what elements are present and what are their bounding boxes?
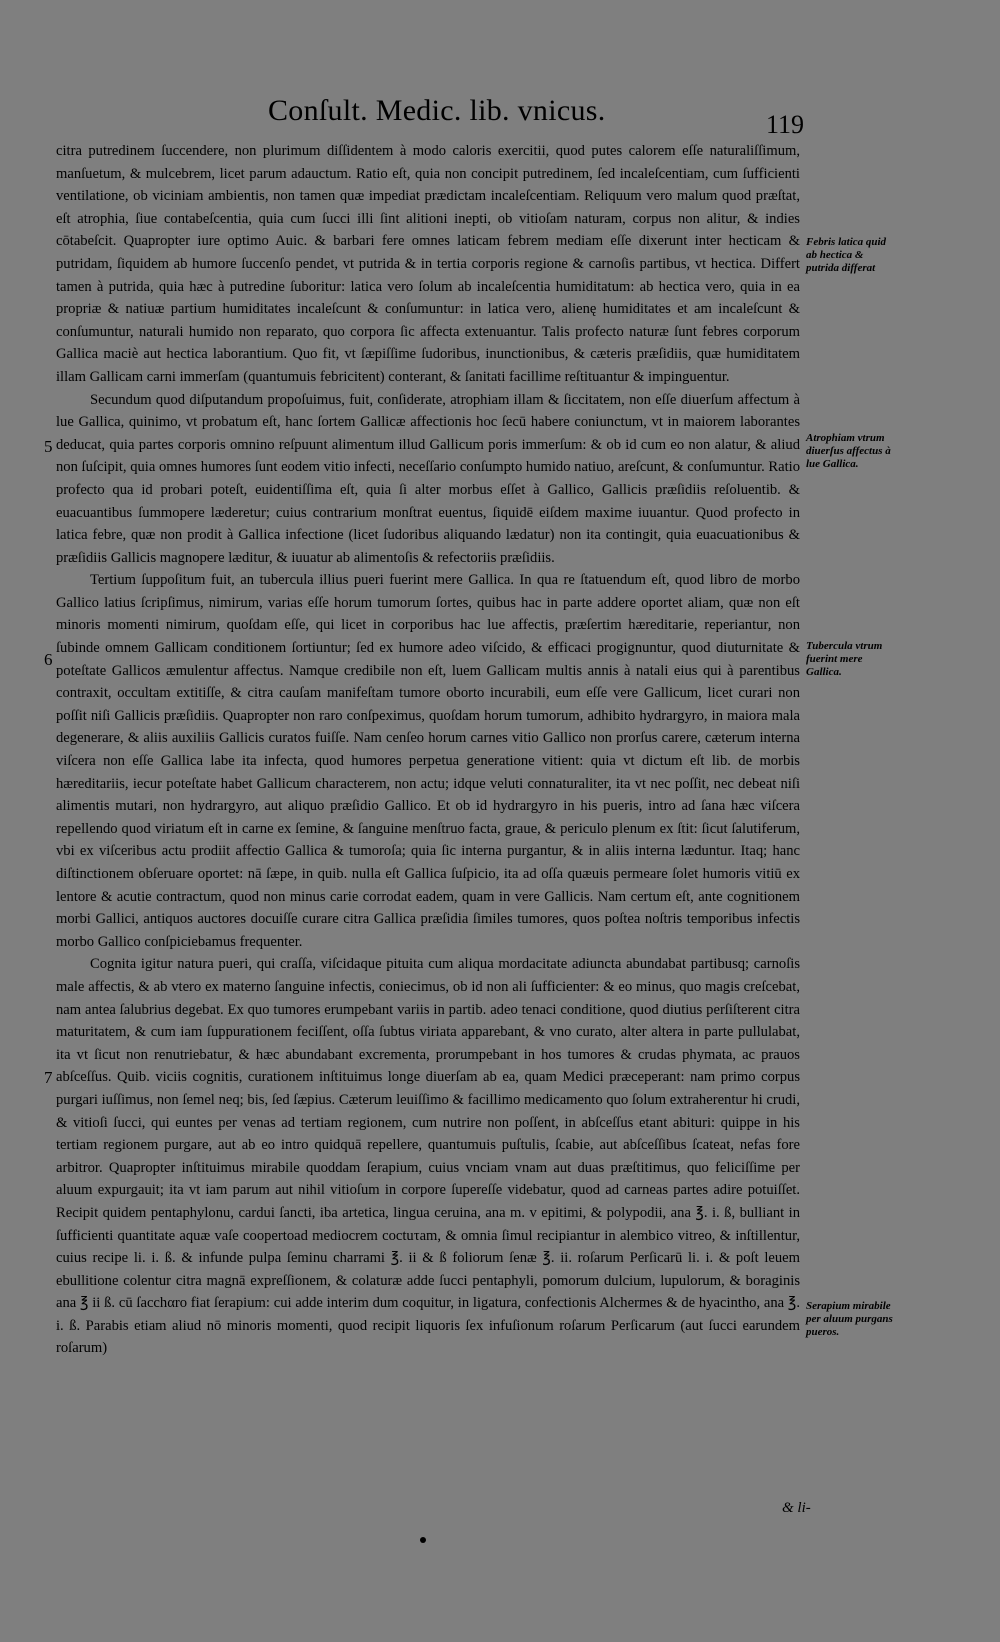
paragraph: Cognita igitur natura pueri, qui craſſa, viſcidaque pituita cum aliqua mordacitate adiuncta abundabat partibusq; carnoſis male affectis, & ab vtero ex materno ſanguine infectis, coniecimus, ob id non ali ſufficienter: & eo minus, quo magis creſcebat, nam antea ſalubrius degebat. Ex quo tumores erumpebant variis in partib. adeo tenaci conditione, quod diutius perſiſterent citra maturitatem, & cum iam ſuppurationem feciſſent, oſſa ſubtus viriata apparebant, & vno curato, alter altera in parte pullulabat, ita vt ſicut non renutriebatur, & hæc abundabant excrementa, prorumpebant in hos tumores & crudas phymata, ac prauos abſceſſus. Quib. viciis cognitis, curationem inſtituimus longe diuerſam ab ea, quam Medici præceperant: nam primo corpus purgari iuſſimus, non ſemel neq; bis, ſed ſæpius. Cæterum leuiſſimo & facillimo medicamento quo ſolum extraherentur hi crudi, & vitioſi ſucci, qui euntes per venas ad tertiam regionem, cum nutrire non poſſent, in abſceſſus etant abituri: quippe in his tertiam regionem purgare, aut ab eo intro quidquā repellere, quantumuis puſtulis, ſcabie, aut abſceſſibus ſcateat, nefas fore arbitror. Quapropter inſtituimus mirabile quoddam ſerapium, cuius vnciam vnam aut duas præſtitimus, quo feliciſſime per aluum expurgauit; ita vt iam parum aut nihil vitioſum in corpore ſupereſſe videbatur, quod ad carneas partes adire potuiſſet. Recipit quidem pentaphylonu, cardui ſancti, iba artetica, lingua ceruina, ana m. v epitimi, & polypodii, ana ℥. i. ß, bulliant in ſufficienti quantitate aquæ vaſe coopertoad mediocrem coctuτam, & omnia ſimul recipiantur in alembico vitreo, & inſtillentur, cuius recipe li. i. ß. & infunde pulpa ſeminu charrami ℥. ii & ß foliorum ſenæ ℥. ii. roſarum Perſicarū li. i. & poſt leuem ebullitione colentur citra magnā expreſſionem, & colaturæ adde ſucci pentaphyli, pomorum dulcium, lupulorum, & boraginis ana ℥ ii ß. cū ſacchαro fiat ſerapium: cui adde interim dum coquitur, in ligatura, confectionis Alchermes & de hyacintho, ana ℥. i. ß. Parabis etiam aliud nō minoris momenti, quod recipit liquoris ſex infuſionum roſarum Perſicarum (aut ſucci earundem roſarum): [56, 956, 800, 1357]
section-number: 7: [44, 1068, 53, 1087]
page-number: 119: [765, 110, 804, 139]
paragraph: Secundum quod diſputandum propoſuimus, fuit, conſiderate, atrophiam illam & ſiccitatem, non eſſe diuerſum affectum à lue Gallica, quinimo, vt probatum eſt, hanc ſortem Gallicæ affectionis hoc ſecū habere coniunctum, vt in maiorem laborantes deducat, quia partes corporis omnino reſpuunt alimentum illud Gallicum poris immerſum: & ob id cum eo non alatur, & aliud non ſuſcipit, quia omnes humores ſunt eodem vitio infecti, neceſſario conſumpto humido natiuo, areſcunt, & conſumuntur. Ratio profecto qua id probari poteſt, euidentiſſima eſt, quia ſi alter morbus eſſet à Gallico, Gallicis præſidiis reſoluentib. & euacuantibus ſummopere læderetur; cuius contrarium monſtrat euentus, ſiquidē eiſdem maxime iuuantur. Quod profecto in latica febre, quæ non prodit à Gallica infectione (licet ſudoribus aliquando lædatur) non ita contingit, quia euacuationibus & præſidiis Gallicis magnopere læditur, & iuuatur ab alimentoſis & refectoriis præſidiis.: [56, 391, 800, 566]
marginal-note: Febris latica quid ab hectica & putrida differat: [806, 236, 887, 274]
paragraph: Tertium ſuppoſitum fuit, an tubercula illius pueri fuerint mere Gallica. In qua re ſtatuendum eſt, quod libro de morbo Gallico latius ſcripſimus, nimirum, varias eſſe horum tumorum ſortes, quibus hac in parte addere oportet aliam, quæ non eſt minoris momenti nimirum, quoſdam eſſe, qui licet in corporibus hac lue affectis, præſertim hæreditarie, reperiantur, non ſubinde omnem Gallicam conditionem ſortiuntur; ſed ex humore adeo viſcido, & efficaci progignuntur, quod diuturnitate & poteſtate Gallicos æmulentur affectus. Namque credibile non eſt, luem Gallicam multis annis à natali eius qui à parentibus contraxit, occultam extitiſſe, & citra cauſam manifeſtam tumore oborto incurabili, eum eſſe vere Gallicum, licet curari non poſſit niſi Gallicis præſidiis. Quapropter non raro conſpeximus, quoſdam horum tumorum, adhibito hydrargyro, in maiora mala degenerare, & aliis auxiliis Gallicis curatos fuiſſe. Nam cenſeo horum carnes vitio Gallico non prorſus carere, cæterum interna viſcera non eſſe Gallica labe ita infecta, quod humores perpetua generatione vitient: quia vt dictum eſt lib. de morbis hæreditariis, iecur poteſtate habet Gallicum characterem, non actu; idque veluti connaturaliter, ita vt nec poſſit, nec debeat niſi alimentis mutari, non hydrargyro, aut aliquo præſidio Gallico. Et ob id hydrargyro in his pueris, intro ad ſana hæc viſcera repellendo quod viriatum eſt in carne ex ſemine, & ſanguine menſtruo facta, graue, & periculo plenum ex ſtit: ſicut ſalutiferum, vbi ex viſceribus actu prodiit affectio Gallica & tumoroſa; quia ſic interna purgantur, & in aliis interna læduntur. Itaq; hanc diſtinctionem obſeruare oportet: nā ſæpe, in quib. nulla eſt Gallica ſuſpicio, ita ad oſſa quæuis permeare ſolet humoris vitiū ex lentore & acutie contractum, quod non minus carie corrodat eadem, quam in vere Gallicis. Nam certum eſt, ante cognitionem morbi Gallici, antiquos auctores docuiſſe curare citra Gallica præſidia ſimiles tumores, quos poſtea noſtris temporibus infectis morbo Gallico conſpiciebamus frequenter.: [56, 572, 800, 950]
section-number: 5: [44, 437, 53, 456]
marginal-note: Tubercula vtrum fuerint mere Gallica.: [806, 640, 883, 678]
section-number: 6: [44, 650, 53, 669]
main-text: [56, 140, 800, 1360]
marginal-note: Serapium mirabile per aluum purgans pueros.: [806, 1300, 893, 1338]
running-header: Conſult. Medic. lib. vnicus.: [268, 94, 606, 127]
paragraph: citra putredinem ſuccendere, non plurimum diſſidentem à modo caloris exercitii, quod putes calorem eſſe naturaliſſimum, manſuetum, & mulcebrem, licet parum adauctum. Ratio eſt, quia non concipit putredinem, ſed incaleſcentiam, cum ſufficienti ventilatione, ob viciniam ambientis, non tamen quæ impediat prædictam incaleſcentiam. Reliquum vero malum quod præſtat, eſt atrophia, ſiue contabeſcentia, quia cum ſucci illi ſint alitioni inepti, ob vitioſam naturam, corpus non alitur, & indies cōtabeſcit. Quapropter iure optimo Auic. & barbari fere omnes laticam febrem mediam eſſe dixerunt inter hecticam & putridam, ſiquidem ab humore ſuccenſo pendet, vt putrida & in tertia corporis regione & carnoſis partibus, vt hectica. Differt tamen à putrida, quia hæc à putredine ſuboritur: latica vero ſolum ab incaleſcentia humiditatum: ab hectica vero, quia in ea propriæ & natiuæ partium humiditates incaleſcunt & conſumuntur: in latica vero, alienę humiditates et am incaleſcunt & conſumuntur, naturali humido non reparato, quo corpora ſic affecta extenuantur. Talis profecto naturæ ſunt febres corporum Gallica maciè aut hectica laborantium. Quo fit, vt ſæpiſſime ſudoribus, inunctionibus, & cæteris præſidiis, quæ humiditatem illam Gallicam carni immerſam (quantumuis febricitent) conterant, & ſanitati facillime reſtituantur & impinguentur.: [56, 143, 800, 385]
catchword: & li-: [782, 1500, 811, 1516]
printer-mark: [420, 1537, 426, 1543]
marginal-note: Atrophiam vtrum diuerſus affectus à lue Gallica.: [806, 432, 891, 470]
